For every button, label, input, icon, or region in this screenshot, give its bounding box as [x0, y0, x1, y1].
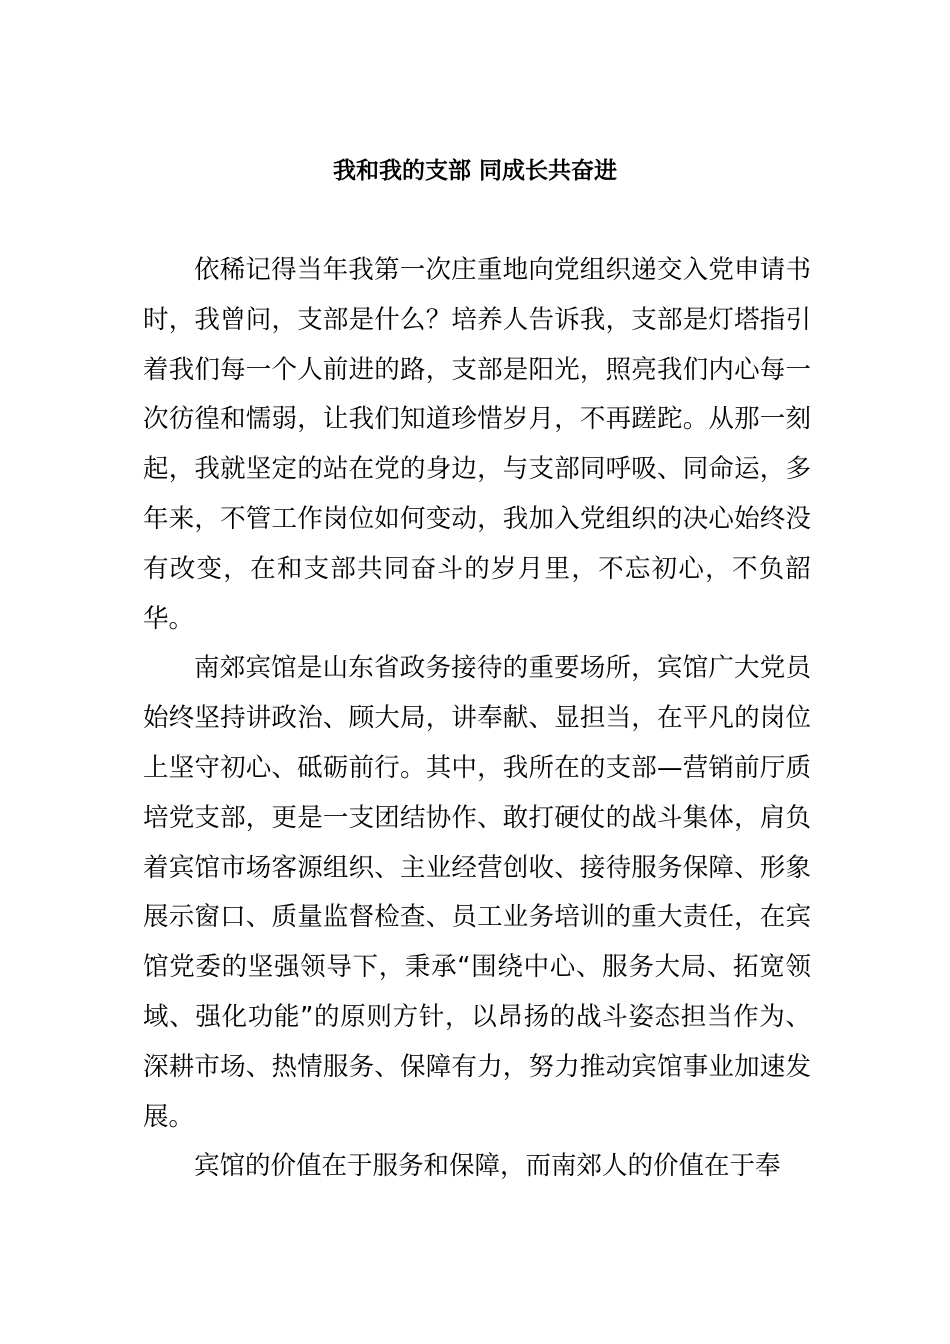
document-title: 我和我的支部 同成长共奋进: [332, 158, 617, 184]
document-body: [143, 246, 811, 1192]
paragraph-3: 宾馆的价值在于服务和保障，而南郊人的价值在于奉: [194, 1151, 781, 1182]
paragraph-1: 依稀记得当年我第一次庄重地向党组织递交入党申请书时，我曾问，支部是什么？培养人告诉我，支部是灯塔指引着我们每一个人前进的路，支部是阳光，照亮我们内心每一次彷徨和懦弱，让我们知道珍惜岁月，不再蹉跎。从那一刻起，我就坚定的站在党的身边，与支部同呼吸、同命运，多年来，不管工作岗位如何变动，我加入党组织的决心始终没有改变，在和支部共同奋斗的岁月里，不忘初心，不负韶华。: [143, 255, 811, 634]
paragraph-2: 南郊宾馆是山东省政务接待的重要场所，宾馆广大党员始终坚持讲政治、顾大局，讲奉献、显担当，在平凡的岗位上坚守初心、砥砺前行。其中，我所在的支部—营销前厅质培党支部，更是一支团结协作、敢打硬仗的战斗集体，肩负着宾馆市场客源组织、主业经营创收、接待服务保障、形象展示窗口、质量监督检查、员工业务培训的重大责任，在宾馆党委的坚强领导下，秉承“围绕中心、服务大局、拓宽领域、强化功能”的原则方针，以昂扬的战斗姿态担当作为、深耕市场、热情服务、保障有力，努力推动宾馆事业加速发展。: [143, 653, 811, 1132]
